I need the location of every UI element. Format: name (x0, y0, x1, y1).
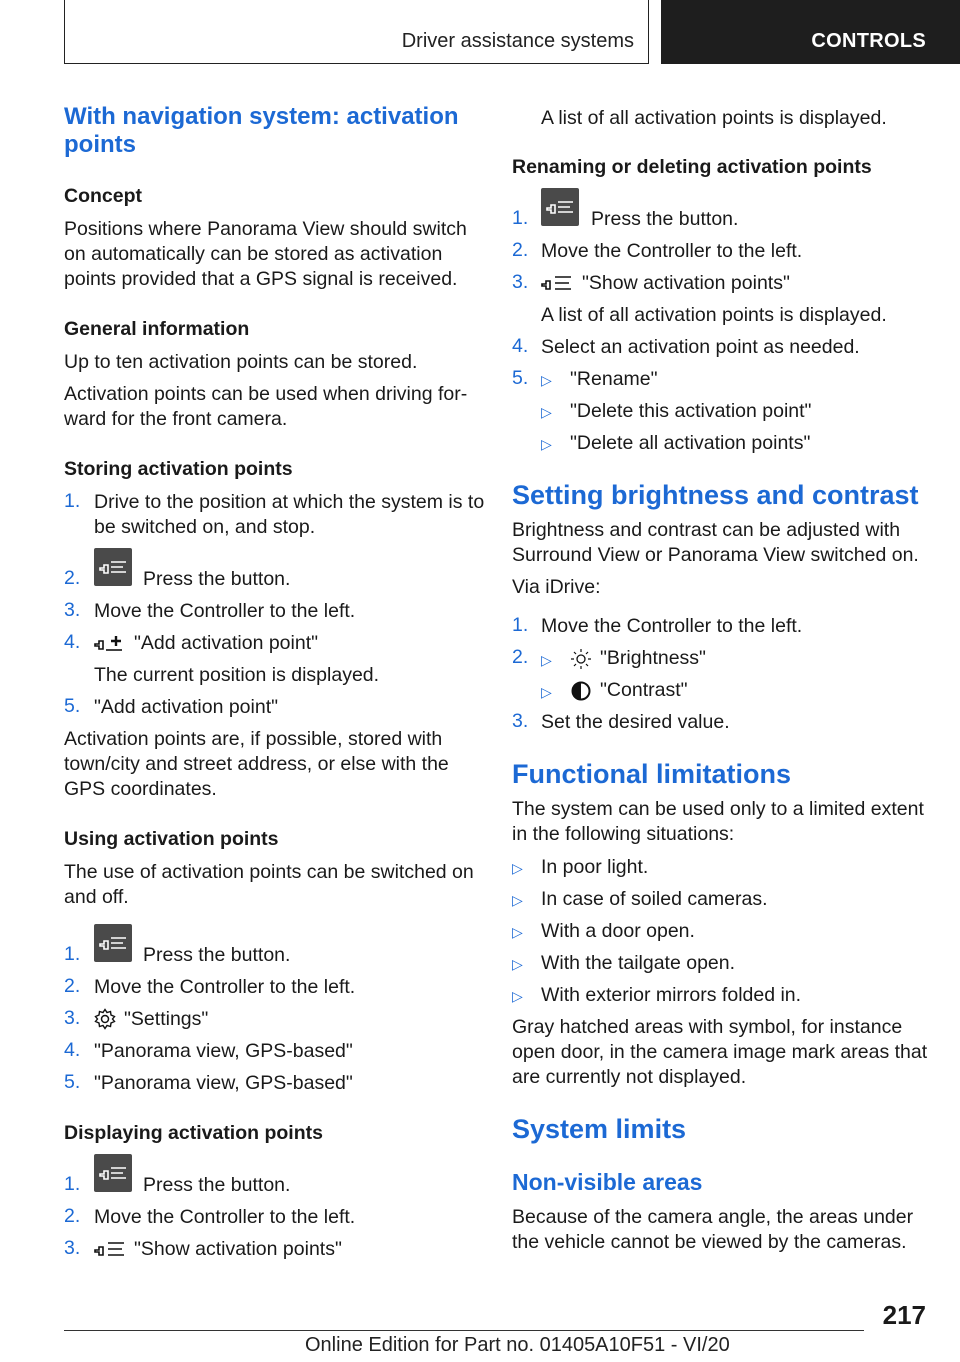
step-number: 3. (512, 271, 529, 293)
step-number: 2. (512, 239, 529, 261)
using-text: The use of activation points can be switched on (64, 861, 474, 883)
section-title: Driver assistance systems (401, 30, 634, 52)
general-text: Activation points can be used when driving for- (64, 383, 468, 405)
step-number: 3. (64, 1237, 81, 1259)
bullet-triangle-icon: ▷ (512, 924, 523, 940)
storing-heading: Storing activation points (64, 458, 293, 480)
step-text: Drive to the position at which the system is to (94, 491, 485, 513)
step-number: 1. (512, 207, 529, 229)
brightness-heading: Setting brightness and contrast (512, 480, 919, 510)
storing-note: Activation points are, if possible, stored with (64, 728, 443, 750)
step-number: 5. (64, 695, 81, 717)
camera-button-icon (94, 1154, 132, 1192)
page-number: 217 (882, 1300, 926, 1330)
footer-divider (64, 1330, 864, 1331)
step-text: Move the Controller to the left. (94, 600, 356, 622)
step-text: "Show activation points" (582, 272, 790, 294)
step-text: be switched on, and stop. (94, 516, 316, 538)
bullet-text: In case of soiled cameras. (541, 888, 768, 910)
using-text: and off. (64, 886, 129, 908)
step-text: "Show activation points" (134, 1238, 342, 1260)
step-number: 5. (512, 367, 529, 389)
sun-icon (570, 648, 592, 670)
option-text: "Brightness" (600, 647, 706, 669)
via-idrive: Via iDrive: (512, 576, 601, 598)
limitations-text: The system can be used only to a limited extent (512, 798, 924, 820)
footer-edition: Online Edition for Part no. 01405A10F51 - VI/20 (305, 1334, 730, 1356)
bullet-triangle-icon: ▷ (512, 956, 523, 972)
bullet-text: With the tailgate open. (541, 952, 736, 974)
bullet-triangle-icon: ▷ (512, 988, 523, 1004)
bullet-triangle-icon: ▷ (541, 684, 552, 700)
step-number: 1. (512, 614, 529, 636)
step-note: The current position is displayed. (94, 664, 380, 686)
step-text: Move the Controller to the left. (541, 240, 803, 262)
limits-text: Because of the camera angle, the areas under (512, 1206, 914, 1228)
step-text: Press the button. (591, 208, 739, 230)
bullet-triangle-icon: ▷ (541, 404, 552, 420)
step-number: 2. (64, 567, 81, 589)
storing-note: town/city and street address, or else with the (64, 753, 449, 775)
contrast-icon (570, 680, 592, 702)
gear-icon (94, 1008, 116, 1030)
camera-button-icon (94, 548, 132, 586)
bullet-text: With exterior mirrors folded in. (541, 984, 802, 1006)
step-text: Select an activation point as needed. (541, 336, 860, 358)
step-text: Set the desired value. (541, 711, 730, 733)
general-heading: General information (64, 318, 250, 340)
step-number: 2. (64, 1205, 81, 1227)
show-activation-points-icon (541, 273, 573, 293)
brightness-text: Brightness and contrast can be adjusted with (512, 519, 901, 541)
step-number: 1. (64, 490, 81, 512)
show-activation-points-icon (94, 1239, 126, 1259)
chapter-tab (661, 0, 960, 64)
bullet-triangle-icon: ▷ (512, 860, 523, 876)
step-text: "Settings" (124, 1008, 209, 1030)
limitations-heading: Functional limitations (512, 759, 792, 789)
step-text: Move the Controller to the left. (94, 1206, 356, 1228)
concept-text: on automatically can be stored as activation (64, 243, 443, 265)
step-number: 2. (512, 646, 529, 668)
option-text: "Rename" (570, 368, 658, 390)
step-number: 1. (64, 943, 81, 965)
section-heading-cont: points (64, 131, 136, 158)
section-heading: With navigation system: activation (64, 103, 459, 130)
option-text: "Contrast" (600, 679, 688, 701)
bullet-triangle-icon: ▷ (541, 652, 552, 668)
bullet-text: In poor light. (541, 856, 649, 878)
step-number: 2. (64, 975, 81, 997)
concept-text: points provided that a GPS signal is received. (64, 268, 458, 290)
camera-button-icon (94, 924, 132, 962)
step-text: Press the button. (143, 568, 291, 590)
add-activation-point-icon (94, 633, 126, 653)
step-number: 4. (64, 631, 81, 653)
step-number: 4. (512, 335, 529, 357)
displaying-heading: Displaying activation points (64, 1122, 323, 1144)
step-text: Press the button. (143, 944, 291, 966)
step-text: Press the button. (143, 1174, 291, 1196)
option-text: "Delete this activation point" (570, 400, 812, 422)
step-text: Move the Controller to the left. (541, 615, 803, 637)
system-limits-heading: System limits (512, 1114, 687, 1144)
storing-note: GPS coordinates. (64, 778, 217, 800)
concept-text: Positions where Panorama View should switch (64, 218, 467, 240)
step-note: A list of all activation points is displayed. (541, 107, 887, 129)
bullet-triangle-icon: ▷ (541, 436, 552, 452)
step-number: 3. (64, 1007, 81, 1029)
step-number: 5. (64, 1071, 81, 1093)
limitations-note: are currently not displayed. (512, 1066, 747, 1088)
step-number: 1. (64, 1173, 81, 1195)
step-text: "Add activation point" (94, 696, 279, 718)
using-heading: Using activation points (64, 828, 279, 850)
camera-button-icon (541, 188, 579, 226)
non-visible-heading: Non-visible areas (512, 1169, 703, 1195)
bullet-triangle-icon: ▷ (541, 372, 552, 388)
option-text: "Delete all activation points" (570, 432, 811, 454)
renaming-heading: Renaming or deleting activation points (512, 156, 872, 178)
general-text: Up to ten activation points can be stored. (64, 351, 418, 373)
limits-text: the vehicle cannot be viewed by the cameras. (512, 1231, 907, 1253)
chapter-title: CONTROLS (811, 30, 926, 52)
brightness-text: Surround View or Panorama View switched on. (512, 544, 919, 566)
step-text: Move the Controller to the left. (94, 976, 356, 998)
general-text: ward for the front camera. (64, 408, 288, 430)
limitations-note: Gray hatched areas with symbol, for instance (512, 1016, 903, 1038)
step-number: 4. (64, 1039, 81, 1061)
step-note: A list of all activation points is displayed. (541, 304, 887, 326)
concept-heading: Concept (64, 185, 142, 207)
bullet-text: With a door open. (541, 920, 695, 942)
step-text: "Add activation point" (134, 632, 319, 654)
bullet-triangle-icon: ▷ (512, 892, 523, 908)
step-number: 3. (64, 599, 81, 621)
step-text: "Panorama view, GPS-based" (94, 1040, 353, 1062)
limitations-text: in the following situations: (512, 823, 735, 845)
step-text: "Panorama view, GPS-based" (94, 1072, 353, 1094)
limitations-note: open door, in the camera image mark areas that (512, 1041, 928, 1063)
step-number: 3. (512, 710, 529, 732)
